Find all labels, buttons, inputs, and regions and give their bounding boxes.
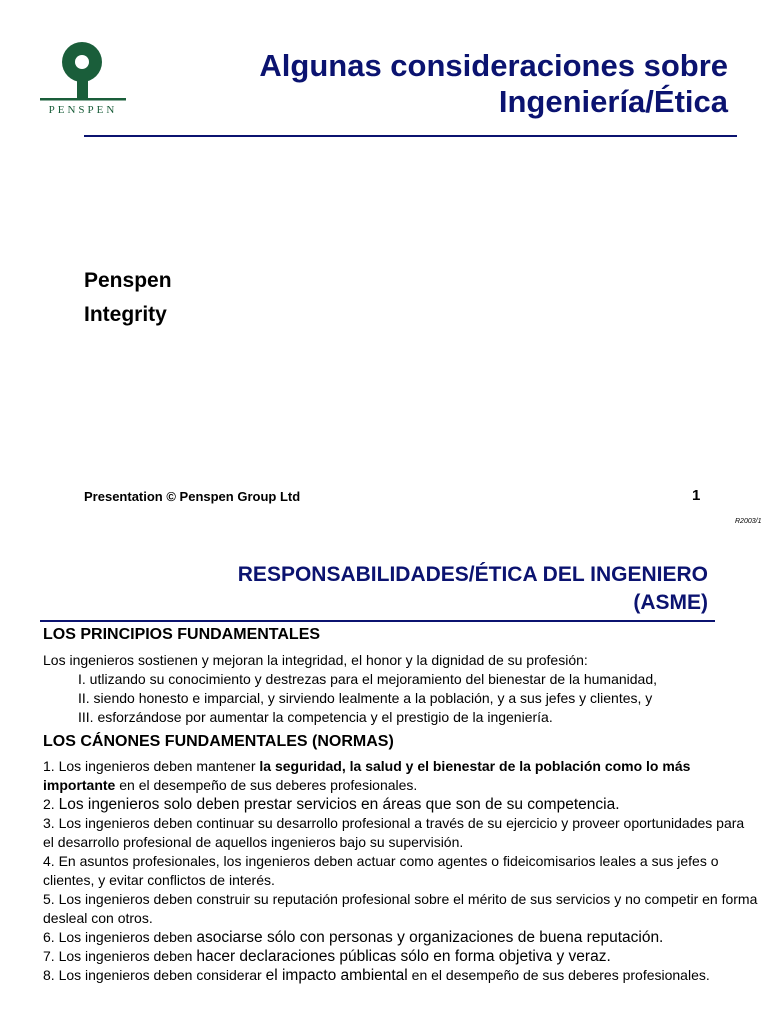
canon-item-2: 2. Los ingenieros solo deben prestar servicios en áreas que son de su competencia. [43, 796, 620, 813]
reference-code: R2003/1 [735, 518, 762, 525]
penspen-logo-icon [40, 42, 126, 104]
canon-item-6: 6. Los ingenieros deben asociarse sólo con personas y organizaciones de buena reputación. [43, 929, 664, 946]
copyright-footer: Presentation © Penspen Group Ltd [84, 489, 301, 504]
principles-intro: Los ingenieros sostienen y mejoran la integridad, el honor y la dignidad de su profesión: [43, 652, 588, 668]
canon-emphasis: asociarse sólo con personas y organizaciones de buena reputación. [196, 929, 664, 946]
penspen-logo [40, 42, 126, 122]
canon-item-8: 8. Los ingenieros deben considerar el impacto ambiental en el desempeño de sus deberes profesionales. [43, 967, 710, 984]
canon-emphasis: Los ingenieros solo deben prestar servicios en áreas que son de su competencia. [58, 796, 620, 813]
slide1-title [128, 48, 728, 120]
canons-list [43, 757, 758, 985]
canon-emphasis: la seguridad, la salud y el bienestar de la población como lo más importante [43, 758, 691, 793]
principles-list [78, 670, 657, 727]
canon-item-3: 3. Los ingenieros deben continuar su desarrollo profesional a través de su ejercicio y proveer oportunidades para el desarrollo profesional de aquellos ingenieros bajo su supervisión. [43, 815, 745, 850]
title-divider [84, 135, 737, 137]
canon-item-1: 1. Los ingenieros deben mantener la seguridad, la salud y el bienestar de la población como lo más importante en el desempeño de sus deberes profesionales. [43, 758, 691, 793]
list-item: III. esforzándose por aumentar la competencia y el prestigio de la ingeniería. [78, 709, 553, 725]
canon-item-4: 4. En asuntos profesionales, los ingenieros deben actuar como agentes o fideicomisarios leales a sus jefes o clientes, y evitar conflictos de interés. [43, 853, 719, 888]
title-divider [40, 620, 715, 622]
brand-tagline: Integrity [84, 303, 167, 326]
page-number: 1 [692, 487, 701, 504]
logo-wordmark: PENSPEN [48, 104, 118, 116]
slide1-title-line2: Ingeniería/Ética [498, 84, 728, 119]
list-item: II. siendo honesto e imparcial, y sirviendo lealmente a la población, y a sus jefes y clientes, y [78, 690, 653, 706]
canon-item-5: 5. Los ingenieros deben construir su reputación profesional sobre el mérito de sus servicios y no competir en forma desleal con otros. [43, 891, 758, 926]
slide2-title-line2: (ASME) [633, 591, 708, 614]
slide2-title-line1: RESPONSABILIDADES/ÉTICA DEL INGENIERO [237, 563, 708, 586]
list-item: I. utlizando su conocimiento y destrezas para el mejoramiento del bienestar de la humanidad, [78, 671, 657, 687]
canon-emphasis: el impacto ambiental [265, 967, 408, 984]
principles-heading: LOS PRINCIPIOS FUNDAMENTALES [43, 626, 321, 643]
brand-block [84, 264, 172, 332]
canon-item-7: 7. Los ingenieros deben hacer declaraciones públicas sólo en forma objetiva y veraz. [43, 948, 611, 965]
brand-name: Penspen [84, 269, 172, 292]
slide2-title [68, 561, 708, 617]
canons-heading: LOS CÁNONES FUNDAMENTALES (NORMAS) [43, 733, 394, 750]
canon-emphasis: hacer declaraciones públicas sólo en forma objetiva y veraz. [196, 948, 611, 965]
slide1-title-line1: Algunas consideraciones sobre [259, 48, 728, 83]
